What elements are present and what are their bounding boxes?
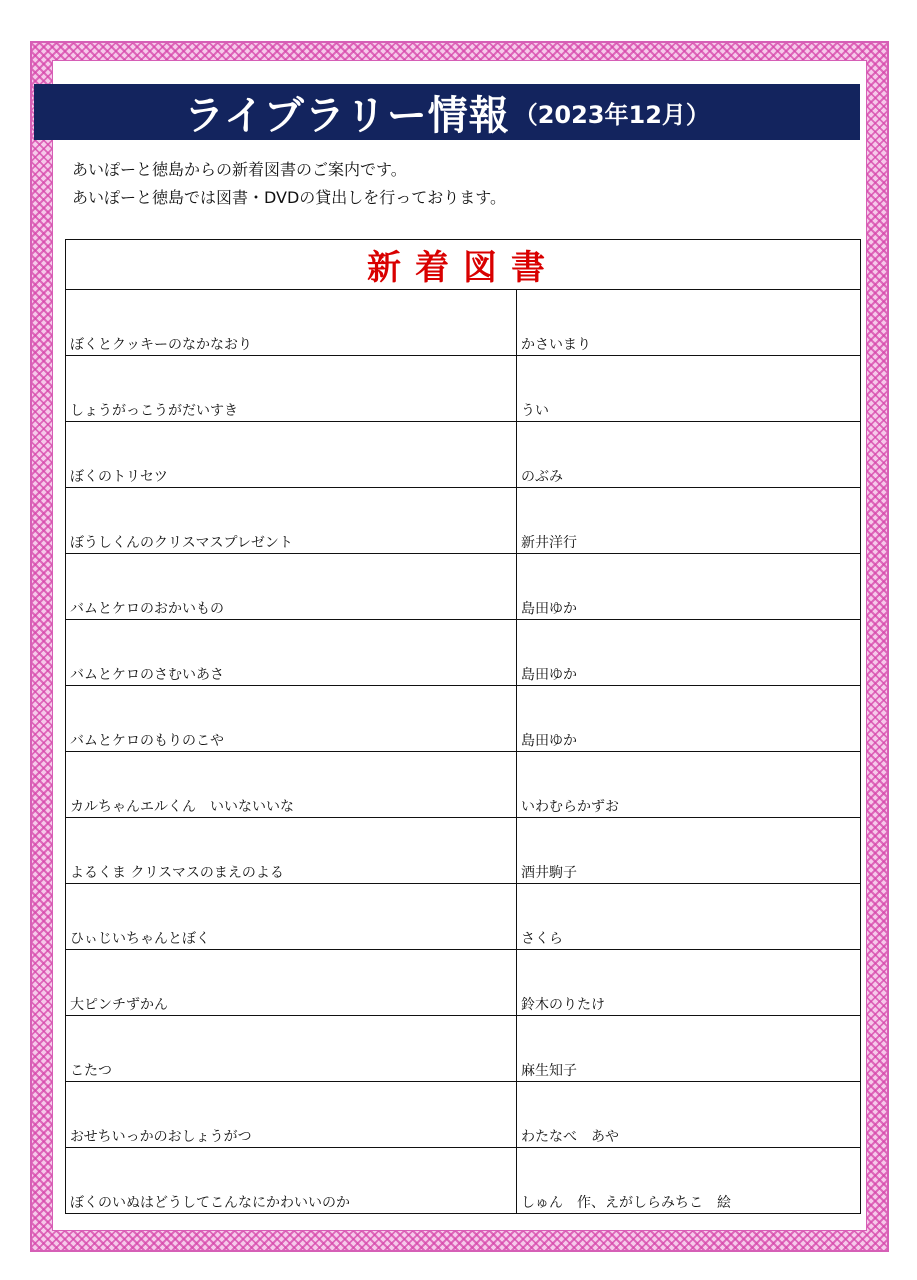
intro-line-1: あいぽーと徳島からの新着図書のご案内です。 [72, 160, 407, 179]
book-author: 島田ゆか [517, 686, 861, 752]
table-row [66, 1082, 861, 1148]
book-title: バムとケロのおかいもの [66, 554, 517, 620]
table-row [66, 422, 861, 488]
table-row [66, 290, 861, 356]
book-author: わたなべ あや [517, 1082, 861, 1148]
table-row [66, 356, 861, 422]
table-row [66, 752, 861, 818]
book-author: かさいまり [517, 290, 861, 356]
book-title: バムとケロのもりのこや [66, 686, 517, 752]
book-author: 島田ゆか [517, 554, 861, 620]
book-author: いわむらかずお [517, 752, 861, 818]
book-author: 鈴木のりたけ [517, 950, 861, 1016]
book-title: こたつ [66, 1016, 517, 1082]
table-row [66, 686, 861, 752]
page-title: ライブラリー情報 [184, 92, 510, 139]
book-author: しゅん 作、えがしらみちこ 絵 [517, 1148, 861, 1214]
page-date: （2023年12月） [513, 100, 710, 129]
book-title: おせちいっかのおしょうがつ [66, 1082, 517, 1148]
table-row [66, 1016, 861, 1082]
new-books-table [65, 239, 861, 1214]
book-author: 麻生知子 [517, 1016, 861, 1082]
book-title: ぼくとクッキーのなかなおり [66, 290, 517, 356]
title-banner [34, 84, 860, 140]
book-author: 島田ゆか [517, 620, 861, 686]
table-row [66, 818, 861, 884]
book-title: ぼうしくんのクリスマスプレゼント [66, 488, 517, 554]
book-title: ぼくのトリセツ [66, 422, 517, 488]
intro-line-2: あいぽーと徳島では図書・DVDの貸出しを行っております。 [72, 188, 507, 207]
book-title: バムとケロのさむいあさ [66, 620, 517, 686]
book-title: よるくま クリスマスのまえのよる [66, 818, 517, 884]
book-author: 新井洋行 [517, 488, 861, 554]
table-heading: 新着図書 [66, 240, 861, 290]
book-author: 酒井駒子 [517, 818, 861, 884]
table-row [66, 554, 861, 620]
book-title: カルちゃんエルくん いいないいな [66, 752, 517, 818]
intro-text [72, 156, 852, 212]
book-author: さくら [517, 884, 861, 950]
table-row [66, 884, 861, 950]
book-author: のぶみ [517, 422, 861, 488]
table-row [66, 620, 861, 686]
table-row [66, 950, 861, 1016]
book-title: しょうがっこうがだいすき [66, 356, 517, 422]
table-row [66, 1148, 861, 1214]
book-title: ぼくのいぬはどうしてこんなにかわいいのか [66, 1148, 517, 1214]
table-row [66, 488, 861, 554]
book-title: 大ピンチずかん [66, 950, 517, 1016]
book-list [66, 290, 861, 1214]
book-author: うい [517, 356, 861, 422]
book-title: ひぃじいちゃんとぼく [66, 884, 517, 950]
